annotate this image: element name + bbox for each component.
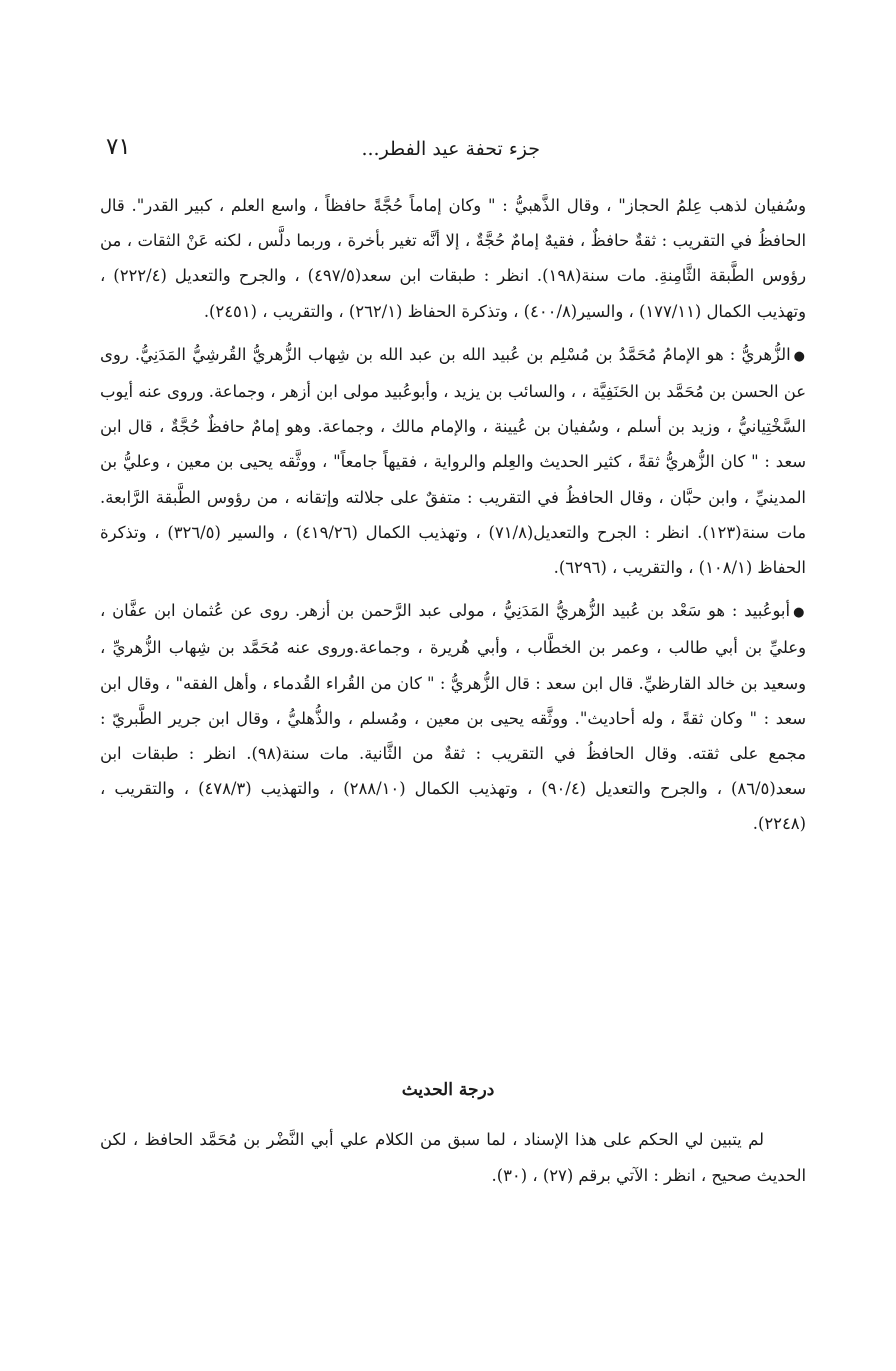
- narrator-paragraph-zuhri: [100, 337, 806, 585]
- section-heading: درجة الحديث: [401, 1080, 495, 1100]
- narrator-paragraph-sufyan: [100, 188, 806, 329]
- bullet-icon: ●: [793, 348, 807, 364]
- narrator-paragraph-abu-ubaid: [100, 593, 806, 841]
- paragraph-text: أبوعُبيد : هو سَعْد بن عُبيد الزُّهريُّ المَدَنِيُّ ، مولى عبد الرَّحمن بن أزهر. روى عن عُثمان ابن عفَّان ، وعليِّ بن أبي طالب ، وعمر بن الخطَّاب ، وأبي هُريرة ، وجماعة.وروى عنه مُحَمَّد بن شِهاب الزُّهريِّ ، وسعيد بن خالد القارظيِّ. قال ابن سعد : قال الزُّهريُّ : " كان من القُراء القُدماء ، وأهل الفقه" ، وقال ابن سعد : " وكان ثقةً ، وله أحاديث". ووثَّقه يحيى بن معين ، ومُسلم ، والذُّهليُّ ، وقال ابن جرير الطَّبريّ : مجمع على ثقته. وقال الحافظُ في التقريب : ثقةٌ من الثَّانية. مات سنة(٩٨). انظر : طبقات ابن سعد(٨٦/٥) ، والجرح والتعديل (٩٠/٤) ، وتهذيب الكمال (٢٨٨/١٠) ، والتهذيب (٤٧٨/٣) ، والتقريب ، (٢٢٤٨).: [100, 601, 807, 834]
- paragraph-text: وسُفيان لذهب عِلمُ الحجاز" ، وقال الذَّهبيُّ : " وكان إماماً حُجَّةً حافظاً ، واسع العلم ، كبير القدر". قال الحافظُ في التقريب : ثقةٌ حافظٌ ، فقيهٌ إمامٌ حُجَّةٌ ، إلا أنَّه تغير بأخرة ، وربما دلَّس ، لكنه عَنْ الثقات ، من رؤوس الطَّبقة الثَّامِنةِ. مات سنة(١٩٨). انظر : طبقات ابن سعد(٤٩٧/٥) ، والجرح والتعديل (٢٢٢/٤) ، وتهذيب الكمال (١٧٧/١١) ، والسير(٤٠٠/٨) ، وتذكرة الحفاظ (٢٦٢/١) ، والتقريب ، (٢٤٥١).: [100, 196, 806, 321]
- paragraph-text: الزُّهريُّ : هو الإمامُ مُحَمَّدُ بن مُسْلِم بن عُبيد الله بن عبد الله بن شِهاب الزُّهريُّ القُرشِيُّ المَدَنِيُّ. روى عن الحسن بن مُحَمَّد بن الحَنَفِيَّة ، ، والسائب بن يزيد ، وأبوعُبيد مولى ابن أزهر ، وجماعة. وروى عنه أيوب السَّخْتِيانيُّ ، وزيد بن أسلم ، وسُفيان بن عُيينة ، والإمام مالك ، وجماعة. وهو إمامٌ حافظٌ حُجَّةٌ ، قال ابن سعد : " كان الزُّهريُّ ثقةً ، كثير الحديث والعِلم والرواية ، فقيهاً جامعاً" ، ووثَّقه يحيى بن معين ، وعليُّ بن المدينيِّ ، وابن حبَّان ، وقال الحافظُ في التقريب : متفقٌ على جلالته وإتقانه ، من رؤوس الطَّبقة الرَّابعة. مات سنة(١٢٣). انظر : الجرح والتعديل(٧١/٨) ، وتهذيب الكمال (٤١٩/٢٦) ، والسير (٣٢٦/٥) ، وتذكرة الحفاظ (١٠٨/١) ، والتقريب ، (٦٢٩٦).: [100, 344, 807, 578]
- section-paragraph: [100, 1122, 806, 1194]
- section-text: لم يتبين لي الحكم على هذا الإسناد ، لما سبق من الكلام علي أبي النَّضْر بن مُحَمَّد الحافظ ، لكن الحديث صحيح ، انظر : الآتي برقم (٢٧) ، (٣٠).: [100, 1130, 806, 1185]
- bullet-icon: ●: [793, 605, 807, 621]
- footnote-body: [100, 188, 806, 842]
- running-title: جزء تحفة عيد الفطر...: [361, 138, 540, 160]
- page-header: [98, 132, 798, 170]
- page-number: ٧١: [106, 134, 131, 160]
